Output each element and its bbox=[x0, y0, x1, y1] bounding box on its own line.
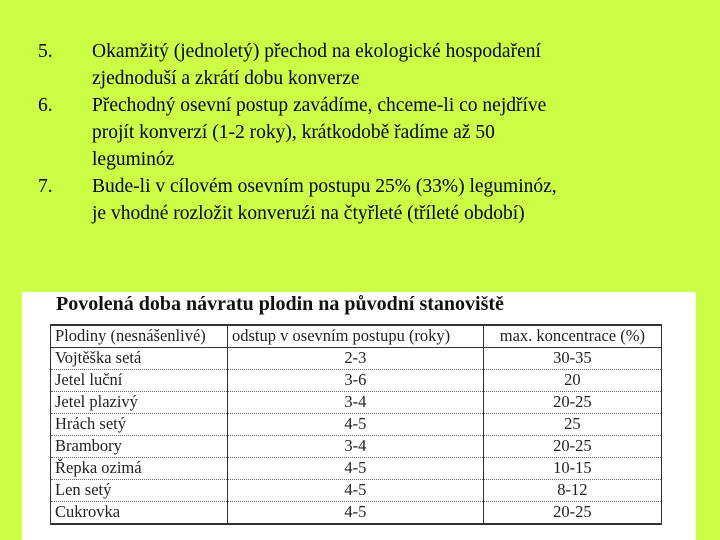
crop-name: Len setý bbox=[51, 480, 228, 502]
list-line: Přechodný osevní postup zavádíme, chceme-li co nejdříve bbox=[92, 95, 547, 116]
table-row bbox=[51, 502, 662, 525]
list-number: 5. bbox=[38, 41, 53, 62]
table-title: Povolená doba návratu plodin na původní stanoviště bbox=[56, 293, 504, 315]
list-line: projít konverzí (1-2 roky), krátkodobě řadíme až 50 bbox=[92, 122, 495, 143]
header-interval: odstup v osevním postupu (roky) bbox=[228, 325, 484, 348]
list-line: leguminóz bbox=[92, 149, 175, 170]
header-max-concentration: max. koncentrace (%) bbox=[483, 325, 661, 348]
table-row bbox=[51, 480, 662, 502]
crop-rotation-panel bbox=[22, 292, 696, 540]
crop-name: Vojtěška setá bbox=[51, 348, 228, 370]
list-item bbox=[38, 92, 698, 173]
crop-name: Cukrovka bbox=[51, 502, 228, 525]
max-concentration: 25 bbox=[483, 414, 661, 436]
max-concentration: 20-25 bbox=[483, 392, 661, 414]
list-item bbox=[38, 38, 698, 92]
crop-name: Jetel luční bbox=[51, 370, 228, 392]
list-line: je vhodné rozložit konveruźi na čtyřleté (tříleté období) bbox=[92, 203, 525, 224]
crop-name: Řepka ozimá bbox=[51, 458, 228, 480]
list-line: Okamžitý (jednoletý) přechod na ekologické hospodaření bbox=[92, 41, 541, 62]
interval-years: 3-4 bbox=[228, 392, 484, 414]
interval-years: 2-3 bbox=[228, 348, 484, 370]
list-line: zjednoduší a zkrátí dobu konverze bbox=[92, 68, 360, 89]
header-crops: Plodiny (nesnášenlivé) bbox=[51, 325, 228, 348]
table-row bbox=[51, 348, 662, 370]
max-concentration: 20 bbox=[483, 370, 661, 392]
interval-years: 4-5 bbox=[228, 502, 484, 525]
crop-name: Brambory bbox=[51, 436, 228, 458]
crop-name: Hrách setý bbox=[51, 414, 228, 436]
interval-years: 4-5 bbox=[228, 458, 484, 480]
list-line: Bude-li v cílovém osevním postupu 25% (33%) leguminóz, bbox=[92, 176, 557, 197]
table-header-row bbox=[51, 325, 662, 348]
list-item bbox=[38, 173, 698, 227]
table-row bbox=[51, 436, 662, 458]
table-row bbox=[51, 370, 662, 392]
interval-years: 4-5 bbox=[228, 414, 484, 436]
max-concentration: 20-25 bbox=[483, 502, 661, 525]
crop-name: Jetel plazivý bbox=[51, 392, 228, 414]
list-number: 7. bbox=[38, 176, 53, 197]
interval-years: 3-6 bbox=[228, 370, 484, 392]
table-row bbox=[51, 392, 662, 414]
table-row bbox=[51, 414, 662, 436]
max-concentration: 20-25 bbox=[483, 436, 661, 458]
table-row bbox=[51, 458, 662, 480]
interval-years: 3-4 bbox=[228, 436, 484, 458]
max-concentration: 8-12 bbox=[483, 480, 661, 502]
numbered-list bbox=[38, 38, 698, 227]
max-concentration: 30-35 bbox=[483, 348, 661, 370]
interval-years: 4-5 bbox=[228, 480, 484, 502]
max-concentration: 10-15 bbox=[483, 458, 661, 480]
list-number: 6. bbox=[38, 95, 53, 116]
crop-rotation-table bbox=[50, 324, 662, 525]
